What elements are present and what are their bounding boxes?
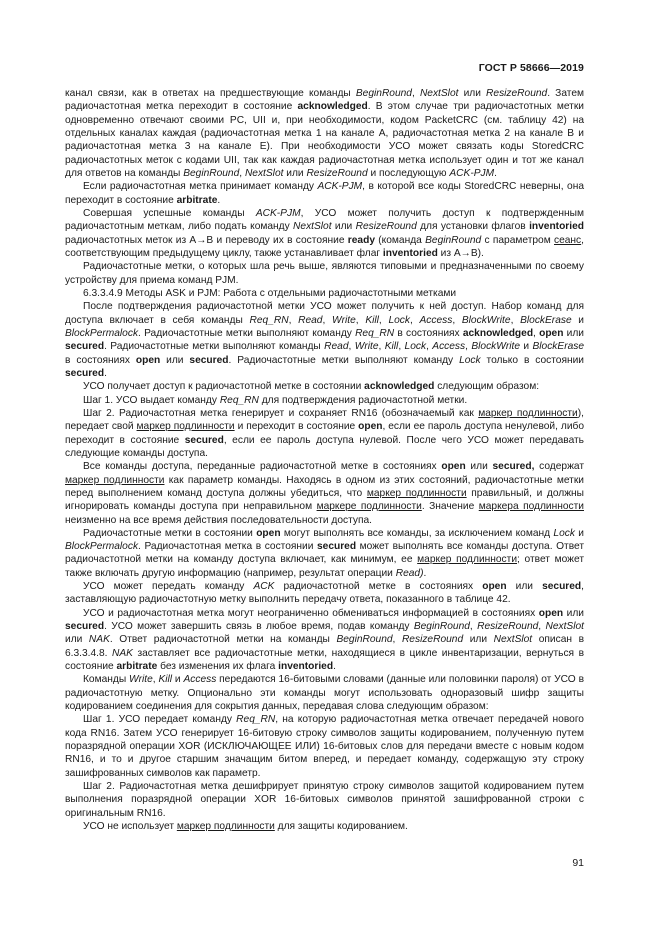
paragraph-7: УСО получает доступ к радиочастотной метке в состоянии acknowledged следующим образом: [83,381,540,393]
paragraph-17: УСО не использует маркер подлинности для защиты кодированием. [83,821,408,833]
step-1-cover: Шаг 1. УСО передает команду Req_RN, на которую радиочастотная метка отвечает передачей нового кода RN16. Затем УСО генерирует 16-битовую строку символов защиты кодированием, полученную путем поразрядной операции XOR (ИСКЛЮЧАЮЩЕЕ ИЛИ) 16-битовых слов для передачи вместе с новым кодом RN16, и то и другое старшим значащим битом вперед, и передает команду, содержащую эту строку зашифрованных символов как параметр. [65,714,584,779]
step-2-ack: Шаг 2. Радиочастотная метка генерирует и сохраняет RN16 (обозначаемый как маркер подлинности), передает свой маркер подлинности и переходит в состояние open, если ее пароль доступа ненулевой, либо переходит в состояние secured, если ее пароль доступа нулевой. После чего УСО может передавать следующие команды доступа. [65,407,585,459]
page-body [65,87,584,833]
paragraph-3: Совершая успешные команды ACK-PJM, УСО может получить доступ к подтвержденным радиочастотным меткам, либо подать команду NextSlot или ResizeRound для установки флагов inventoried радиочастотных меток из A→B и переводу их в состояние ready (команда BeginRound с параметром сеанс, соответствующим предыдущему циклу, также устанавливает флаг inventoried из A→B). [65,207,584,259]
paragraph-4: Радиочастотные метки, о которых шла речь выше, являются типовыми и предназначенными по своему устройству для приема команд PJM. [65,261,584,286]
standard-header: ГОСТ Р 58666—2019 [478,62,584,74]
paragraph-13: УСО и радиочастотная метка могут неограниченно обмениваться информацией в состояниях open или secured. УСО может завершить связь в любое время, подав команду BeginRound, ResizeRound, NextSlot или NAK. Ответ радиочастотной метки на команды BeginRound, ResizeRound или NextSlot описан в 6.3.3.4.8. NAK заставляет все радиочастотные метки, находящиеся в цикле инвентаризации, вернуться в состояние arbitrate без изменения их флага inventoried. [65,607,585,673]
paragraph-11: Радиочастотные метки в состоянии open могут выполнять все команды, за исключением команд Lock и BlockPermalock. Радиочастотная метка в состоянии secured может выполнять все команды доступа. Ответ радиочастотной метки на команду доступа включает, как минимум, ее маркер подлинности; ответ может также включать другую информацию (например, результат операции Read). [65,527,584,579]
section-heading: 6.3.3.4.9 Методы ASK и PJM: Работа с отдельными радиочастотными метками [83,287,457,299]
paragraph-10: Все команды доступа, переданные радиочастотной метке в состояниях open или secured, содержат маркер подлинности как параметр команды. Находясь в одном из этих состояний, радиочастотные метки перед выполнением команд доступа должны убедиться, что маркер подлинности правильный, и должны игнорировать команды доступа при неправильном маркере подлинности. Значение маркера подлинности неизменно на все время действия последовательности доступа. [65,461,584,526]
paragraph-12: УСО может передать команду ACK радиочастотной метке в состояниях open или secured, заставляющую радиочастотную метку выполнить передачу ответа, показанного в таблице 42. [65,581,584,606]
paragraph-14: Команды Write, Kill и Access передаются 16-битовыми словами (данные или половинки пароля) от УСО в радиочастотную метку. Опционально эти команды могут использовать одноразовый шифр защиты кодированием соединения для сокрытия данных, передавая слова следующим образом: [65,674,584,713]
paragraph-6: После подтверждения радиочастотной метки УСО может получить к ней доступ. Набор команд для доступа включает в себя команды Req_RN, Read, Write, Kill, Lock, Access, BlockWrite, BlockErase и BlockPermalock. Радиочастотные метки выполняют команду Req_RN в состояниях acknowledged, open или secured. Радиочастотные метки выполняют команды Read, Write, Kill, Lock, Access, BlockWrite и BlockErase в состояниях open или secured. Радиочастотные метки выполняют команду Lock только в состоянии secured. [65,301,585,379]
step-1-ack: Шаг 1. УСО выдает команду Req_RN для подтверждения радиочастотной метки. [83,394,468,406]
page-number: 91 [572,857,584,869]
paragraph-1: канал связи, как в ответах на предшествующие команды BeginRound, NextSlot или ResizeRound. Затем радиочастотная метка переходит в состояние acknowledged. В этом случае три радиочастотных метки одновременно отвечают своими PC, UII и, при необходимости, кодом PacketCRC (см. таблицу 42) на отдельных каналах каждая (радиочастотная метка 1 на канале A, радиочастотная метка 2 на канале B и радиочастотная метка 3 на канале E). При необходимости УСО может связать коды StoredCRC радиочастотных меток с кодами UII, так как каждая радиочастотная метка использует один и тот же канал для ответов на команды BeginRound, NextSlot или ResizeRound и последующую ACK-PJM. [65,88,584,179]
step-2-cover: Шаг 2. Радиочастотная метка дешифрирует принятую строку символов защитой кодированием путем выполнения поразрядной операции XOR 16-битовых символов принятой зашифрованной строки с оригинальным RN16. [65,781,584,819]
paragraph-2: Если радиочастотная метка принимает команду ACK-PJM, в которой все коды StoredCRC неверны, она переходит в состояние arbitrate. [65,181,584,206]
